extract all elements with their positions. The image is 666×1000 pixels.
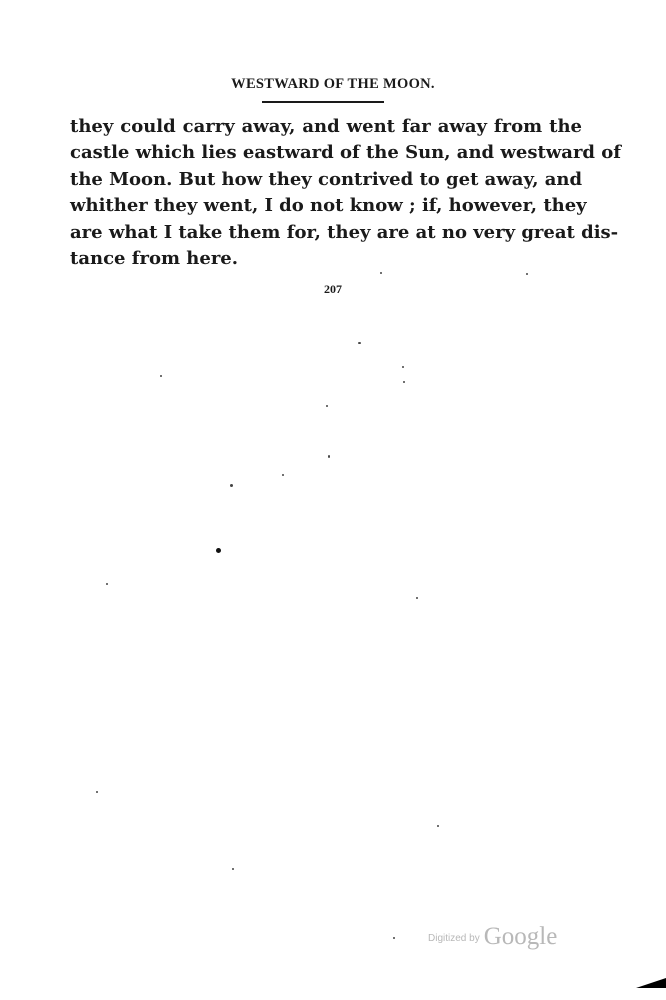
corner-mark bbox=[636, 978, 666, 988]
text-line: are what I take them for, they are at no very great dis- bbox=[70, 221, 619, 243]
text-line: whither they went, I do not know ; if, however, they bbox=[70, 195, 587, 217]
scan-speck bbox=[437, 825, 439, 827]
body-paragraph bbox=[70, 114, 622, 272]
scan-speck bbox=[358, 342, 361, 344]
scan-speck bbox=[328, 455, 330, 458]
text-line: the Moon. But how they contrived to get away, and bbox=[70, 168, 583, 190]
page-number: 207 bbox=[324, 282, 342, 296]
running-head: WESTWARD OF THE MOON. bbox=[231, 76, 435, 92]
scan-speck bbox=[416, 597, 418, 599]
scan-speck bbox=[403, 381, 405, 383]
scan-speck bbox=[326, 405, 328, 407]
scan-speck bbox=[216, 548, 221, 553]
watermark-brand: Google bbox=[483, 923, 558, 950]
text-line: tance from here. bbox=[70, 247, 239, 269]
scan-speck bbox=[230, 484, 233, 487]
scan-speck bbox=[526, 273, 528, 275]
scan-speck bbox=[160, 375, 162, 377]
scan-speck bbox=[96, 791, 98, 793]
scan-speck bbox=[393, 937, 395, 939]
scan-speck bbox=[106, 583, 108, 585]
watermark-prefix: Digitized by bbox=[428, 933, 480, 944]
header-rule bbox=[262, 101, 384, 103]
scan-speck bbox=[380, 272, 382, 274]
text-line: castle which lies eastward of the Sun, and westward of bbox=[70, 142, 622, 164]
scan-speck bbox=[402, 366, 404, 368]
text-line: they could carry away, and went far away from the bbox=[70, 116, 582, 137]
scan-speck bbox=[282, 474, 284, 476]
scan-speck bbox=[232, 868, 234, 870]
digitized-watermark bbox=[428, 923, 557, 951]
